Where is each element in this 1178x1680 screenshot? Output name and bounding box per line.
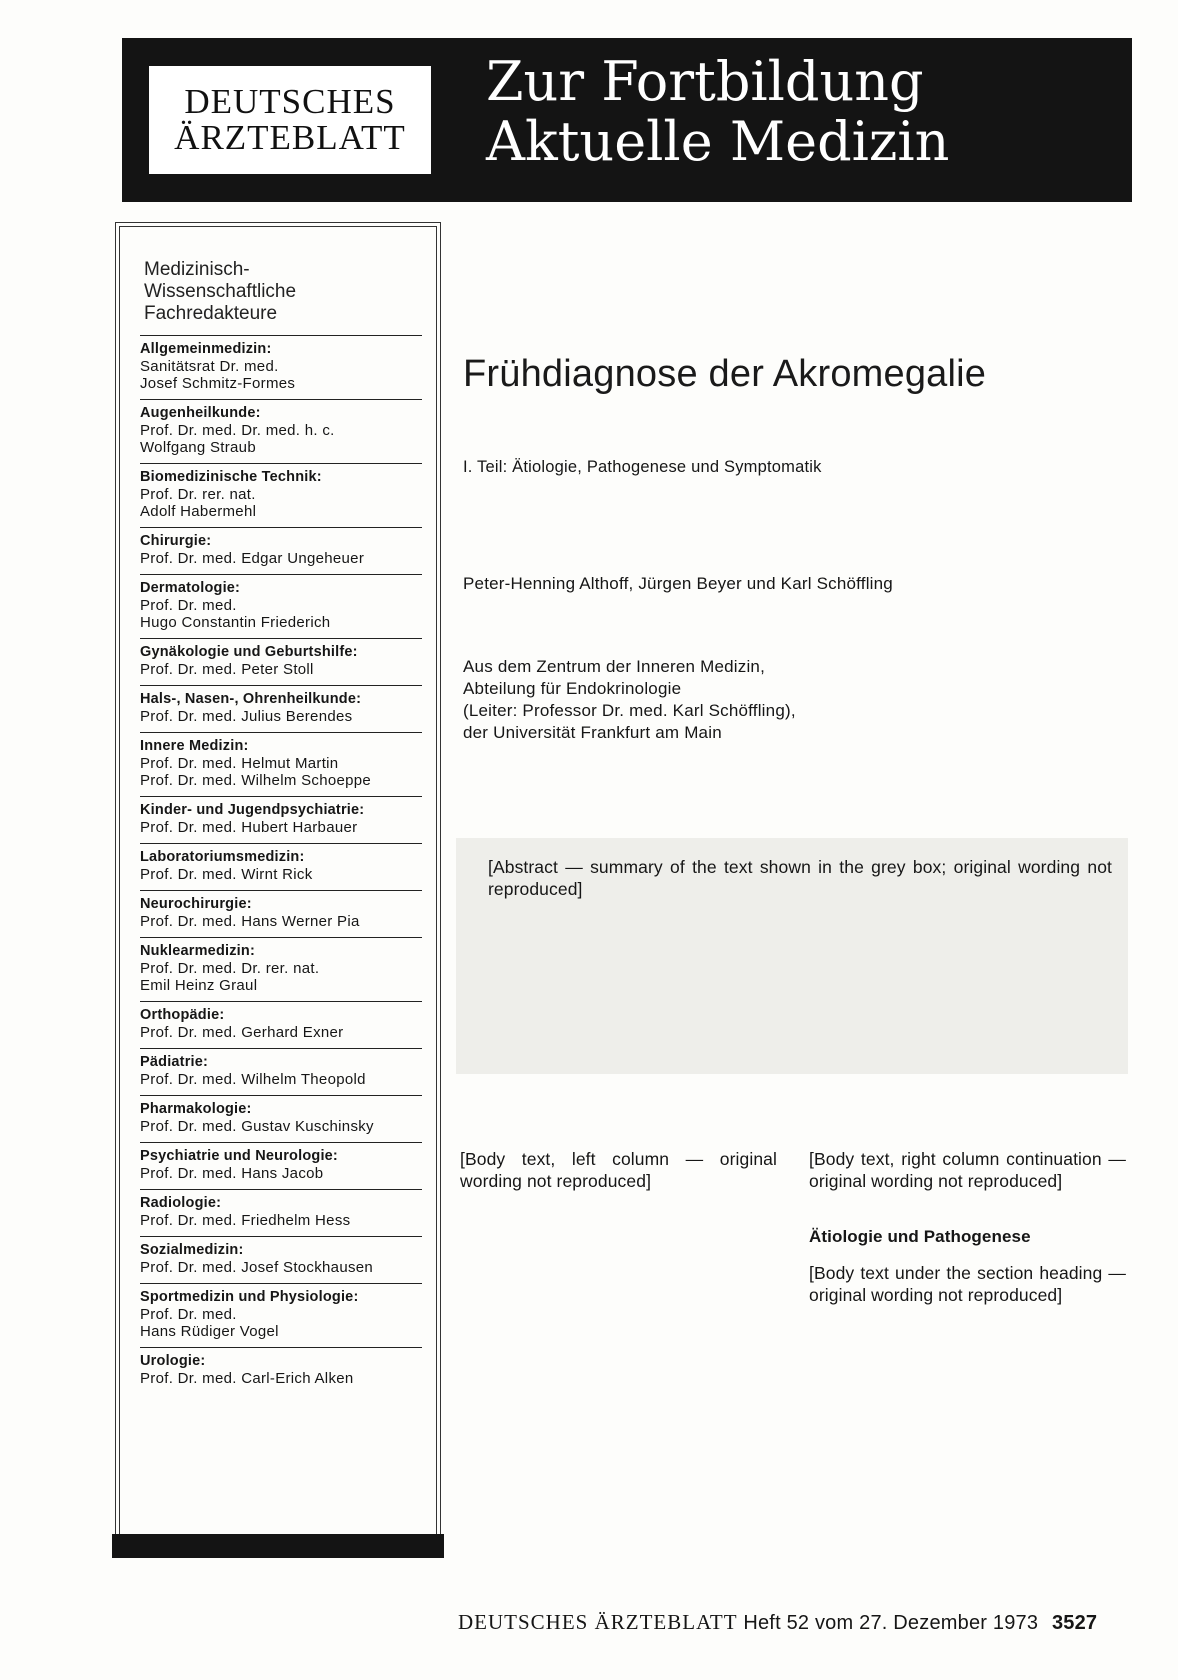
abstract-box (456, 838, 1128, 1074)
editor-name-line: Hans Rüdiger Vogel (140, 1323, 279, 1340)
section-title: Gynäkologie und Geburtshilfe: (140, 644, 358, 660)
editor-name-line: Prof. Dr. med. (140, 597, 237, 614)
abstract-text: [Abstract — summary of the text shown in the grey box; original wording not reproduced] (488, 857, 1112, 899)
editor-section (140, 399, 422, 463)
masthead (122, 38, 1132, 202)
editor-section (140, 937, 422, 1001)
editor-section (140, 638, 422, 685)
editor-name-line: Prof. Dr. med. Hans Jacob (140, 1165, 324, 1182)
editor-section (140, 685, 422, 732)
editor-section (140, 890, 422, 937)
page-footer (458, 1610, 1097, 1635)
masthead-title-line-2: Aktuelle Medizin (486, 110, 950, 173)
editor-section (140, 1189, 422, 1236)
section-title: Innere Medizin: (140, 738, 249, 754)
editor-section (140, 335, 422, 399)
editor-section (140, 796, 422, 843)
article-authors: Peter-Henning Althoff, Jürgen Beyer und Karl Schöffling (463, 574, 893, 593)
body-text-right-top: [Body text, right column continuation — original wording not reproduced] (809, 1149, 1126, 1191)
section-title: Neurochirurgie: (140, 896, 252, 912)
editor-sections (140, 335, 422, 1394)
section-title: Psychiatrie und Neurologie: (140, 1148, 338, 1164)
editor-name-line: Emil Heinz Graul (140, 977, 258, 994)
section-title: Augenheilkunde: (140, 405, 261, 421)
body-text-left: [Body text, left column — original wording not reproduced] (460, 1149, 777, 1191)
editor-section (140, 1095, 422, 1142)
section-title: Nuklearmedizin: (140, 943, 255, 959)
section-title: Laboratoriumsmedizin: (140, 849, 305, 865)
editor-section (140, 732, 422, 796)
editor-section (140, 1283, 422, 1347)
editor-section (140, 463, 422, 527)
editor-name-line: Prof. Dr. med. Gustav Kuschinsky (140, 1118, 374, 1135)
editor-name-line: Prof. Dr. med. (140, 1306, 237, 1323)
editor-name-line: Prof. Dr. rer. nat. (140, 486, 256, 503)
section-title: Allgemeinmedizin: (140, 341, 272, 357)
body-text-right-bottom: [Body text under the section heading — original wording not reproduced] (809, 1263, 1126, 1305)
section-title: Kinder- und Jugendpsychiatrie: (140, 802, 365, 818)
editor-section (140, 527, 422, 574)
logo-line-2: ÄRZTEBLATT (174, 118, 406, 157)
editor-section (140, 1236, 422, 1283)
masthead-title (486, 52, 949, 172)
editor-name-line: Prof. Dr. med. Dr. rer. nat. (140, 960, 320, 977)
editor-name-line: Prof. Dr. med. Edgar Ungeheuer (140, 550, 365, 567)
editor-name-line: Prof. Dr. med. Hans Werner Pia (140, 913, 360, 930)
section-title: Biomedizinische Technik: (140, 469, 322, 485)
section-heading: Ätiologie und Pathogenese (809, 1227, 1031, 1246)
editor-name-line: Prof. Dr. med. Carl-Erich Alken (140, 1370, 354, 1387)
editor-name-line: Prof. Dr. med. Gerhard Exner (140, 1024, 344, 1041)
footer-issue: Heft 52 vom 27. Dezember 1973 (743, 1612, 1039, 1634)
article-affiliation (463, 656, 796, 744)
section-title: Pharmakologie: (140, 1101, 252, 1117)
sidebar-heading: Medizinisch- Wissenschaftliche Fachredakteure (144, 259, 297, 324)
editor-name-line: Prof. Dr. med. Peter Stoll (140, 661, 314, 678)
editor-name-line: Prof. Dr. med. Julius Berendes (140, 708, 353, 725)
editor-name-line: Sanitätsrat Dr. med. (140, 358, 279, 375)
editor-name-line: Prof. Dr. med. Dr. med. h. c. (140, 422, 335, 439)
article-title: Frühdiagnose der Akromegalie (463, 353, 987, 395)
section-title: Radiologie: (140, 1195, 222, 1211)
affiliation-line: der Universität Frankfurt am Main (463, 723, 722, 742)
body-column-left (460, 1148, 777, 1192)
sidebar-bottom-bar (112, 1534, 444, 1558)
editor-section (140, 843, 422, 890)
article-subtitle: I. Teil: Ätiologie, Pathogenese und Symptomatik (463, 458, 822, 476)
editor-name-line: Prof. Dr. med. Wilhelm Theopold (140, 1071, 366, 1088)
editor-name-line: Prof. Dr. med. Hubert Harbauer (140, 819, 358, 836)
editor-name-line: Adolf Habermehl (140, 503, 257, 520)
section-title: Orthopädie: (140, 1007, 225, 1023)
affiliation-line: Abteilung für Endokrinologie (463, 679, 682, 698)
editor-name-line: Josef Schmitz-Formes (140, 375, 296, 392)
editor-name-line: Prof. Dr. med. Wilhelm Schoeppe (140, 772, 372, 789)
editor-section (140, 1048, 422, 1095)
editor-section (140, 1347, 422, 1394)
affiliation-line: (Leiter: Professor Dr. med. Karl Schöffling), (463, 701, 796, 720)
body-column-right (809, 1148, 1126, 1306)
editor-name-line: Prof. Dr. med. Friedhelm Hess (140, 1212, 351, 1229)
editor-section (140, 1142, 422, 1189)
section-title: Chirurgie: (140, 533, 212, 549)
editor-name-line: Hugo Constantin Friederich (140, 614, 331, 631)
section-title: Dermatologie: (140, 580, 241, 596)
editors-sidebar (115, 222, 441, 1555)
section-title: Pädiatrie: (140, 1054, 209, 1070)
editor-name-line: Prof. Dr. med. Josef Stockhausen (140, 1259, 374, 1276)
masthead-title-line-1: Zur Fortbildung (486, 50, 924, 113)
section-title: Hals-, Nasen-, Ohrenheilkunde: (140, 691, 362, 707)
page-number: 3527 (1051, 1612, 1098, 1634)
section-title: Sportmedizin und Physiologie: (140, 1289, 359, 1305)
affiliation-line: Aus dem Zentrum der Inneren Medizin, (463, 657, 766, 676)
editor-name-line: Prof. Dr. med. Helmut Martin (140, 755, 339, 772)
section-title: Urologie: (140, 1353, 206, 1369)
editor-section (140, 1001, 422, 1048)
sidebar-inner-frame (119, 226, 437, 1551)
editor-name-line: Prof. Dr. med. Wirnt Rick (140, 866, 313, 883)
section-title: Sozialmedizin: (140, 1242, 244, 1258)
editor-section (140, 574, 422, 638)
editor-name-line: Wolfgang Straub (140, 439, 256, 456)
footer-journal-name: DEUTSCHES ÄRZTEBLATT (458, 1610, 738, 1634)
logo-line-1: DEUTSCHES (184, 82, 396, 121)
journal-logo (149, 66, 431, 174)
